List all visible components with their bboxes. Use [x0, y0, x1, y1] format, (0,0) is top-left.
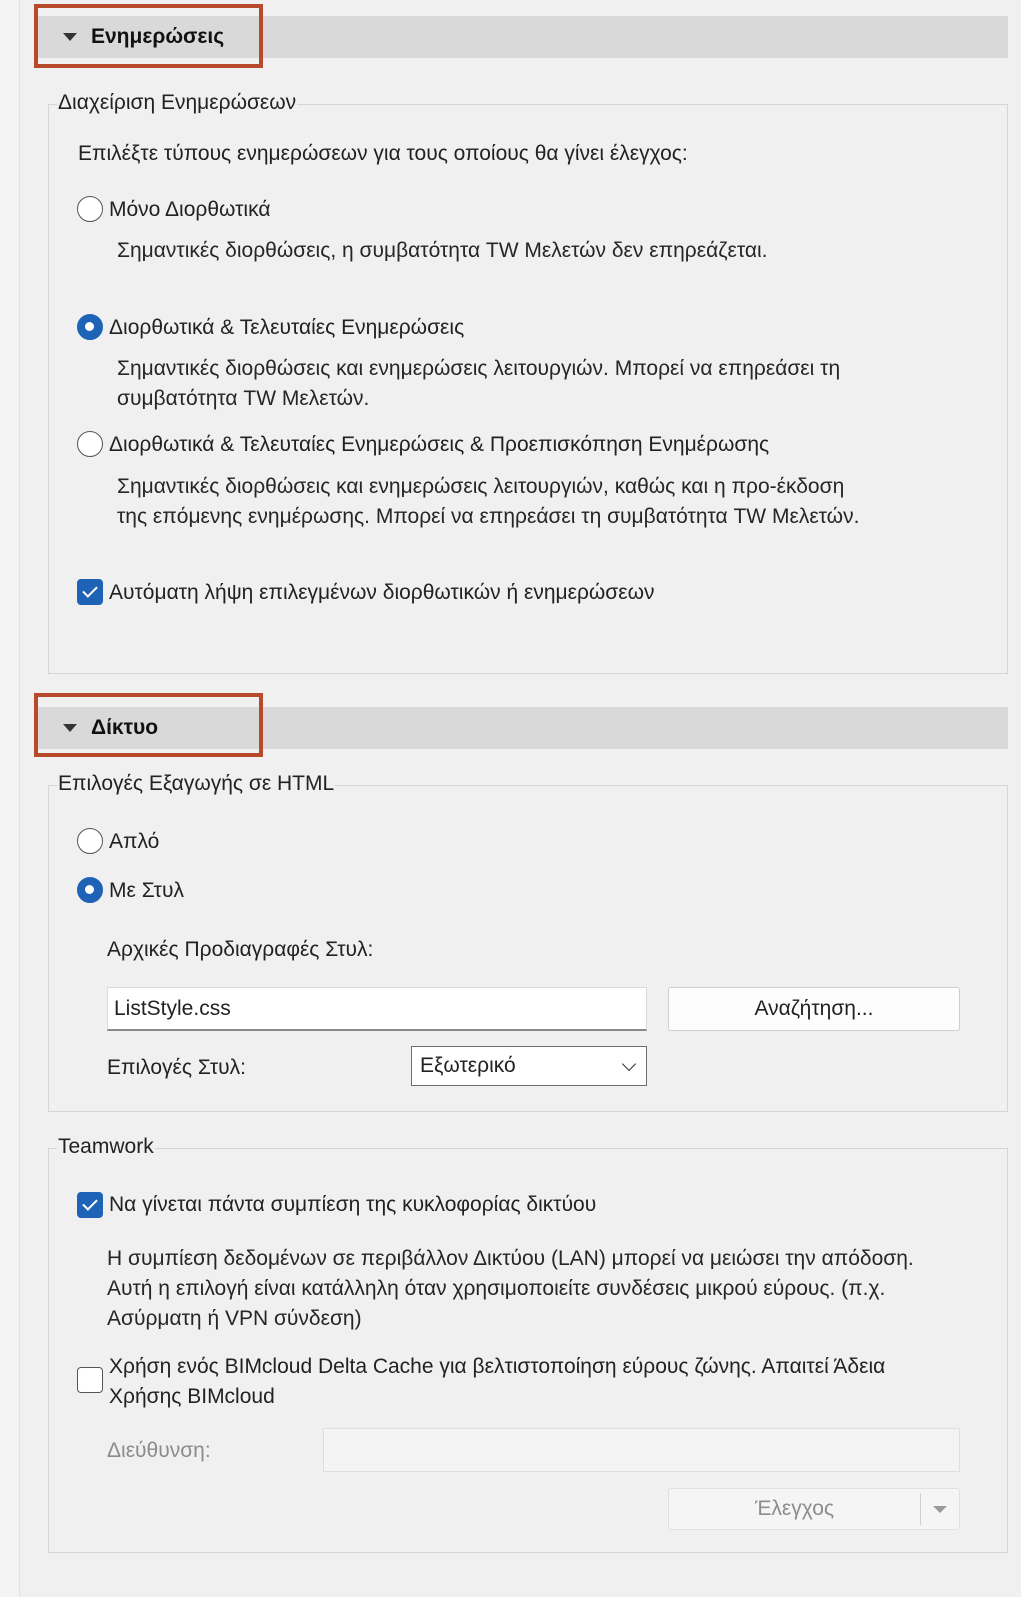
compress-desc-line3: Ασύρματη ή VPN σύνδεση) — [107, 1307, 362, 1330]
network-section-header[interactable] — [38, 707, 1008, 749]
html-export-title: Επιλογές Εξαγωγής σε HTML — [58, 772, 335, 795]
option-hotfix-only-label[interactable]: Μόνο Διορθωτικά — [109, 198, 271, 221]
styled-label[interactable]: Με Στυλ — [109, 879, 184, 902]
compress-desc-line2: Αυτή η επιλογή είναι κατάλληλη όταν χρησιμοποιείτε συνδέσεις μικρού εύρους. (π.χ. — [107, 1277, 886, 1300]
bimcloud-label-line2[interactable]: Χρήσης BIMcloud — [109, 1385, 275, 1408]
stylesheet-label: Αρχικές Προδιαγραφές Στυλ: — [107, 938, 374, 961]
network-section-title: Δίκτυο — [91, 716, 159, 739]
plain-label[interactable]: Απλό — [109, 830, 160, 853]
address-input[interactable] — [323, 1428, 960, 1472]
compress-traffic-label[interactable]: Να γίνεται πάντα συμπίεση της κυκλοφορίας δικτύου — [109, 1193, 597, 1216]
style-options-select[interactable] — [411, 1046, 647, 1086]
auto-download-checkbox[interactable] — [77, 579, 103, 605]
option-hotfix-updates-preview-desc-line1: Σημαντικές διορθώσεις και ενημερώσεις λειτουργιών, καθώς και η προ-έκδοση — [117, 475, 845, 498]
option-hotfix-only-desc: Σημαντικές διορθώσεις, η συμβατότητα TW Μελετών δεν επηρεάζεται. — [117, 239, 768, 262]
updates-section-header[interactable] — [38, 16, 1008, 58]
update-management-title: Διαχείριση Ενημερώσεων — [58, 91, 297, 114]
update-types-intro: Επιλέξτε τύπους ενημερώσεων για τους οποίους θα γίνει έλεγχος: — [78, 142, 688, 165]
option-hotfix-and-updates-label[interactable]: Διορθωτικά & Τελευταίες Ενημερώσεις — [109, 316, 465, 339]
radio-plain[interactable] — [77, 828, 103, 854]
address-label: Διεύθυνση: — [107, 1439, 211, 1462]
radio-hotfix-and-updates[interactable] — [77, 314, 103, 340]
option-hotfix-updates-preview-desc-line2: της επόμενης ενημέρωσης. Μπορεί να επηρεάσει τη συμβατότητα TW Μελετών. — [117, 505, 860, 528]
browse-button[interactable]: Αναζήτηση... — [668, 987, 960, 1031]
left-panel-strip — [0, 0, 20, 1597]
radio-styled[interactable] — [77, 877, 103, 903]
option-hotfix-updates-preview-label[interactable]: Διορθωτικά & Τελευταίες Ενημερώσεις & Προεπισκόπηση Ενημέρωσης — [109, 433, 770, 456]
collapse-triangle-icon[interactable] — [63, 33, 77, 41]
style-options-label: Επιλογές Στυλ: — [107, 1056, 246, 1079]
updates-section-title: Ενημερώσεις — [91, 25, 225, 48]
check-split-button[interactable] — [668, 1488, 960, 1530]
auto-download-label[interactable]: Αυτόματη λήψη επιλεγμένων διορθωτικών ή ενημερώσεων — [109, 581, 655, 604]
style-options-value: Εξωτερικό — [420, 1054, 516, 1077]
compress-traffic-checkbox[interactable] — [77, 1192, 103, 1218]
bimcloud-label-line1[interactable]: Χρήση ενός BIMcloud Delta Cache για βελτιστοποίηση εύρους ζώνης. Απαιτεί Άδεια — [109, 1355, 886, 1378]
check-button[interactable]: Έλεγχος — [754, 1497, 835, 1520]
bimcloud-delta-cache-checkbox[interactable] — [77, 1367, 103, 1393]
option-hotfix-and-updates-desc-line1: Σημαντικές διορθώσεις και ενημερώσεις λειτουργιών. Μπορεί να επηρεάσει τη — [117, 357, 841, 380]
teamwork-title: Teamwork — [58, 1135, 154, 1158]
option-hotfix-and-updates-desc-line2: συμβατότητα TW Μελετών. — [117, 387, 370, 410]
dropdown-arrow-icon[interactable] — [921, 1489, 959, 1529]
stylesheet-input[interactable]: ListStyle.css — [107, 987, 647, 1031]
radio-hotfix-updates-preview[interactable] — [77, 431, 103, 457]
radio-hotfix-only[interactable] — [77, 196, 103, 222]
compress-desc-line1: Η συμπίεση δεδομένων σε περιβάλλον Δικτύου (LAN) μπορεί να μειώσει την απόδοση. — [107, 1247, 914, 1270]
collapse-triangle-icon[interactable] — [63, 724, 77, 732]
chevron-down-icon — [622, 1057, 636, 1071]
